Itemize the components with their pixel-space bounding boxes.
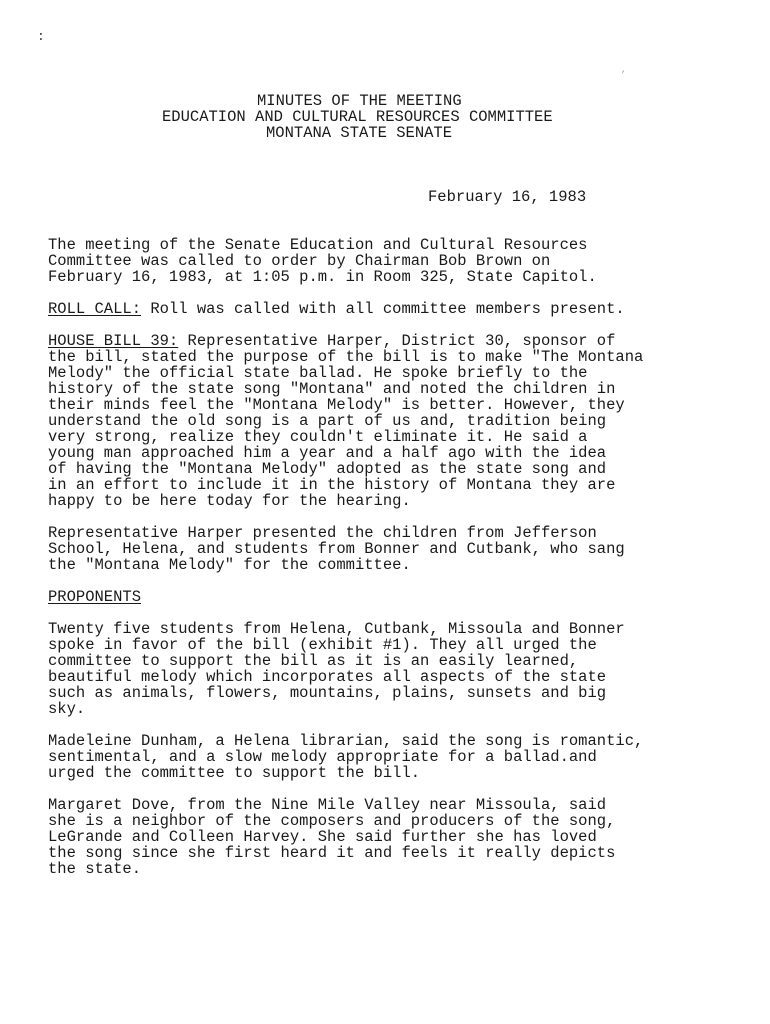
- scan-speck: ,: [621, 65, 627, 75]
- students-paragraph: Twenty five students from Helena, Cutbank, Missoula and Bonner spoke in favor of the bill (exhibit #1). They all urged the committee to support the bill as it is an easily learned, beautiful melody which incorporates all aspects of the state such as animals, flowers, mountains, plains, sunsets and big sky.: [48, 620, 625, 718]
- header-line-1: MINUTES OF THE MEETING: [257, 92, 462, 110]
- roll-call-text: Roll was called with all committee members present.: [141, 300, 625, 318]
- house-bill-39-paragraph: [48, 333, 738, 509]
- harper-presented-paragraph: Representative Harper presented the children from Jefferson School, Helena, and students from Bonner and Cutbank, who sang the "Montana Melody" for the committee.: [48, 524, 625, 574]
- roll-call-paragraph: [48, 301, 738, 317]
- house-bill-39-label: HOUSE BILL 39:: [48, 332, 179, 350]
- proponents-heading-paragraph: [48, 589, 738, 605]
- header-line-3: MONTANA STATE SENATE: [266, 124, 453, 142]
- minutes-body: [48, 237, 738, 893]
- roll-call-label: ROLL CALL:: [48, 300, 142, 318]
- meeting-date: February 16, 1983: [428, 188, 587, 206]
- dunham-paragraph: Madeleine Dunham, a Helena librarian, said the song is romantic, sentimental, and a slow melody appropriate for a ballad.and urged the committee to support the bill.: [48, 732, 644, 782]
- house-bill-39-text: Representative Harper, District 30, sponsor of the bill, stated the purpose of the bill is to make "The Montana Melody" the official state ballad. He spoke briefly to the history of the state song "Montana" and noted the children in their minds feel the "Montana Melody" is better. However, they understand the old song is a part of us and, tradition being very strong, realize they couldn't eliminate it. He said a young man approached him a year and a half ago with the idea of having the "Montana Melody" adopted as the state song and in an effort to include it in the history of Montana they are happy to be here today for the hearing.: [48, 332, 644, 510]
- proponents-heading: PROPONENTS: [48, 588, 142, 606]
- opening-paragraph: The meeting of the Senate Education and Cultural Resources Committee was called to order by Chairman Bob Brown on February 16, 1983, at 1:05 p.m. in Room 325, State Capitol.: [48, 236, 597, 286]
- scan-speck: :: [37, 29, 45, 44]
- dove-paragraph: Margaret Dove, from the Nine Mile Valley near Missoula, said she is a neighbor of the composers and producers of the song, LeGrande and Colleen Harvey. She said further she has loved the song since she first heard it and feels it really depicts the state.: [48, 796, 616, 878]
- header-line-2: EDUCATION AND CULTURAL RESOURCES COMMITTEE: [162, 108, 553, 126]
